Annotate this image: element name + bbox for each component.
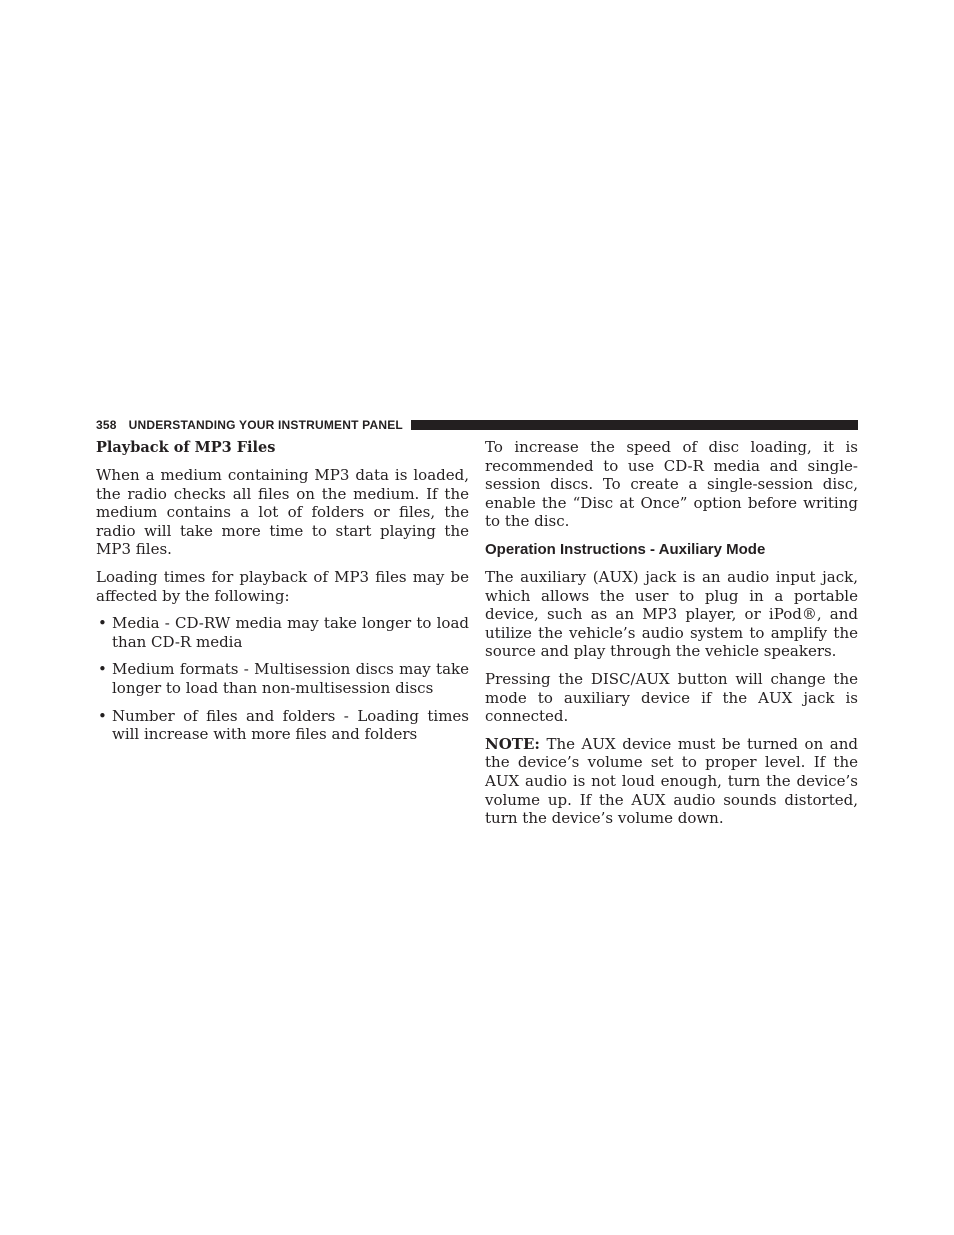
list-item <box>96 614 469 651</box>
header-rule <box>411 420 858 430</box>
page-number: 358 <box>96 418 117 432</box>
paragraph-disc-speed: To increase the speed of disc loading, it is recommended to use CD-R media and single-session discs. To create a single-session disc, enable the “Disc at Once” option before writing to the disc. <box>485 438 858 531</box>
paragraph-disc-aux-button: Pressing the DISC/AUX button will change the mode to auxiliary device if the AUX jack is connected. <box>485 669 858 726</box>
list-item-text: Number of files and folders - Loading times will increase with more files and folders <box>112 706 469 744</box>
list-item <box>96 707 469 744</box>
note-label: NOTE: <box>485 734 540 753</box>
list-item <box>96 660 469 697</box>
paragraph-mp3-loading: When a medium containing MP3 data is loaded, the radio checks all files on the medium. If the medium contains a lot of folders or files, the radio will take more time to start playing the MP3 files. <box>96 466 469 559</box>
bullet-icon: • <box>98 614 107 633</box>
bullet-icon: • <box>98 706 107 725</box>
section-title: UNDERSTANDING YOUR INSTRUMENT PANEL <box>128 418 403 432</box>
note-paragraph <box>485 735 858 828</box>
paragraph-loading-times: Loading times for playback of MP3 files may be affected by the following: <box>96 567 469 605</box>
right-column <box>485 438 858 837</box>
note-text: The AUX device must be turned on and the device’s volume set to proper level. If the AUX audio is not loud enough, turn the device’s volume up. If the AUX audio sounds distorted, turn the device’s volume down. <box>485 734 858 828</box>
page-header <box>96 417 858 433</box>
list-item-text: Medium formats - Multisession discs may take longer to load than non-multisession discs <box>112 660 469 697</box>
bullet-list <box>96 614 469 744</box>
paragraph-aux-jack: The auxiliary (AUX) jack is an audio input jack, which allows the user to plug in a portable device, such as an MP3 player, or iPod®, and utilize the vehicle’s audio system to amplify the source and play through the vehicle speakers. <box>485 567 858 661</box>
heading-playback-mp3: Playback of MP3 Files <box>96 439 276 456</box>
heading-aux-mode: Operation Instructions - Auxiliary Mode <box>485 540 766 558</box>
bullet-icon: • <box>98 660 107 679</box>
left-column <box>96 438 469 753</box>
list-item-text: Media - CD-RW media may take longer to load than CD-R media <box>112 614 469 651</box>
